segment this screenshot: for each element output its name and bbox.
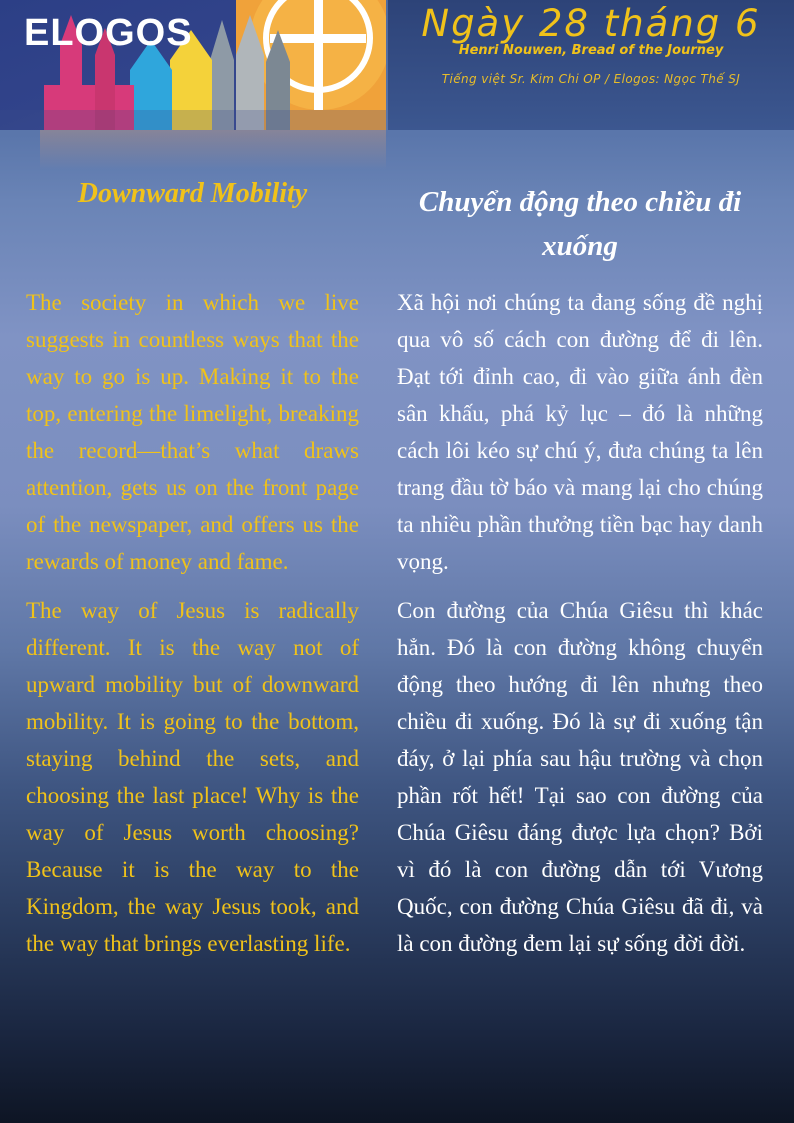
vietnamese-paragraph: Xã hội nơi chúng ta đang sống đề nghị qua vô số cách con đường để đi lên. Đạt tới đỉnh cao, đi vào giữa ánh đèn sân khấu, phá kỷ lục – đó là những cách lôi kéo sự chú ý, đưa chúng ta lên trang đầu tờ báo và mang lại cho chúng ta nhiều phần thưởng tiền bạc hay danh vọng. [397,290,763,574]
vietnamese-column [397,172,763,962]
source-attribution: Henri Nouwen, Bread of the Journey [458,43,724,58]
english-paragraph: The society in which we live suggests in countless ways that the way to go is up. Making it to the top, entering the limelight, breaking the record—that’s what draws attention, gets us on the front page of the newspaper, and offers us the rewards of money and fame. [26,290,359,574]
banner-reflection [40,130,386,170]
translator-credit: Tiếng việt Sr. Kim Chi OP / Elogos: Ngọc Thế SJ [441,72,741,86]
elogos-banner [0,0,386,130]
english-paragraph: The way of Jesus is radically different. It is the way not of upward mobility but of downward mobility. It is going to the bottom, staying behind the sets, and choosing the last place! Why is the way of Jesus worth choosing? Because it is the way to the Kingdom, the way Jesus took, and the way that brings everlasting life. [26,598,359,956]
english-heading: Downward Mobility [77,178,308,209]
english-column [26,172,359,962]
page-header [0,0,794,132]
brand-logo: ELOGOS [24,12,193,54]
vietnamese-heading: Chuyển động theo chiều đi xuống [418,186,742,262]
date-title: Ngày 28 tháng 6 [421,2,761,45]
vietnamese-paragraph: Con đường của Chúa Giêsu thì khác hẳn. Đó là con đường không chuyển động theo hướng đi lên nhưng theo chiều đi xuống. Đó là sự đi xuống tận đáy, ở lại phía sau hậu trường và chọn phần rốt hết! Tại sao con đường của Chúa Giêsu đáng được lựa chọn? Bởi vì đó là con đường dẫn tới Vương Quốc, con đường Chúa Giêsu đã đi, và là con đường đem lại sự sống đời đời. [397,598,763,956]
title-box [388,0,794,130]
